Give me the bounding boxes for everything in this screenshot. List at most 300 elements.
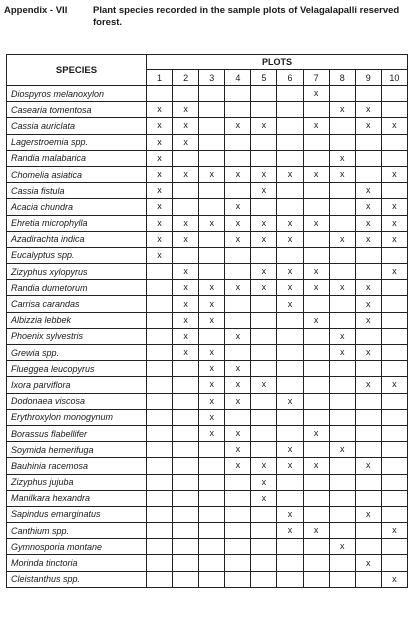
empty-cell bbox=[381, 425, 407, 441]
empty-cell bbox=[303, 296, 329, 312]
presence-mark-cell: x bbox=[147, 247, 173, 263]
empty-cell bbox=[251, 361, 277, 377]
presence-mark-cell: x bbox=[199, 312, 225, 328]
empty-cell bbox=[329, 199, 355, 215]
empty-cell bbox=[251, 102, 277, 118]
table-row bbox=[7, 118, 408, 134]
empty-cell bbox=[277, 183, 303, 199]
empty-cell bbox=[355, 571, 381, 587]
plot-number-header: 8 bbox=[329, 70, 355, 86]
presence-mark-cell: x bbox=[329, 345, 355, 361]
empty-cell bbox=[173, 393, 199, 409]
table-row bbox=[7, 328, 408, 344]
presence-mark-cell: x bbox=[147, 231, 173, 247]
species-name-cell: Erythroxylon monogynum bbox=[7, 409, 147, 425]
empty-cell bbox=[303, 247, 329, 263]
species-column-header: SPECIES bbox=[7, 55, 147, 86]
empty-cell bbox=[381, 312, 407, 328]
empty-cell bbox=[199, 490, 225, 506]
table-row bbox=[7, 523, 408, 539]
presence-mark-cell: x bbox=[225, 166, 251, 182]
empty-cell bbox=[199, 199, 225, 215]
empty-cell bbox=[277, 102, 303, 118]
empty-cell bbox=[199, 539, 225, 555]
plot-number-header: 4 bbox=[225, 70, 251, 86]
empty-cell bbox=[147, 539, 173, 555]
empty-cell bbox=[303, 134, 329, 150]
presence-mark-cell: x bbox=[225, 215, 251, 231]
empty-cell bbox=[251, 312, 277, 328]
presence-mark-cell: x bbox=[277, 264, 303, 280]
empty-cell bbox=[381, 361, 407, 377]
species-name-cell: Bauhinia racemosa bbox=[7, 458, 147, 474]
presence-mark-cell: x bbox=[147, 118, 173, 134]
empty-cell bbox=[381, 345, 407, 361]
empty-cell bbox=[381, 280, 407, 296]
empty-cell bbox=[147, 458, 173, 474]
presence-mark-cell: x bbox=[329, 328, 355, 344]
table-row bbox=[7, 409, 408, 425]
empty-cell bbox=[147, 409, 173, 425]
presence-mark-cell: x bbox=[277, 523, 303, 539]
species-name-cell: Lagerstroemia spp. bbox=[7, 134, 147, 150]
presence-mark-cell: x bbox=[147, 134, 173, 150]
empty-cell bbox=[329, 555, 355, 571]
empty-cell bbox=[329, 264, 355, 280]
empty-cell bbox=[251, 199, 277, 215]
table-row bbox=[7, 393, 408, 409]
empty-cell bbox=[173, 458, 199, 474]
table-row bbox=[7, 166, 408, 182]
table-row bbox=[7, 506, 408, 522]
presence-mark-cell: x bbox=[173, 280, 199, 296]
empty-cell bbox=[251, 555, 277, 571]
empty-cell bbox=[303, 474, 329, 490]
empty-cell bbox=[303, 555, 329, 571]
species-name-cell: Carrisa carandas bbox=[7, 296, 147, 312]
empty-cell bbox=[303, 571, 329, 587]
empty-cell bbox=[173, 571, 199, 587]
presence-mark-cell: x bbox=[355, 118, 381, 134]
presence-mark-cell: x bbox=[199, 296, 225, 312]
plot-number-header: 9 bbox=[355, 70, 381, 86]
empty-cell bbox=[303, 199, 329, 215]
presence-mark-cell: x bbox=[251, 231, 277, 247]
empty-cell bbox=[199, 134, 225, 150]
table-row bbox=[7, 247, 408, 263]
presence-mark-cell: x bbox=[277, 458, 303, 474]
species-name-cell: Dodonaea viscosa bbox=[7, 393, 147, 409]
plot-number-header: 3 bbox=[199, 70, 225, 86]
empty-cell bbox=[199, 183, 225, 199]
species-name-cell: Cassia fistula bbox=[7, 183, 147, 199]
empty-cell bbox=[173, 247, 199, 263]
presence-mark-cell: x bbox=[303, 118, 329, 134]
table-row bbox=[7, 345, 408, 361]
species-name-cell: Morinda tinctoria bbox=[7, 555, 147, 571]
table-row bbox=[7, 150, 408, 166]
presence-mark-cell: x bbox=[355, 555, 381, 571]
presence-mark-cell: x bbox=[355, 506, 381, 522]
empty-cell bbox=[277, 571, 303, 587]
plots-column-header: PLOTS bbox=[147, 55, 408, 70]
table-row bbox=[7, 571, 408, 587]
presence-mark-cell: x bbox=[225, 231, 251, 247]
presence-mark-cell: x bbox=[329, 280, 355, 296]
presence-mark-cell: x bbox=[199, 393, 225, 409]
empty-cell bbox=[355, 425, 381, 441]
presence-mark-cell: x bbox=[225, 118, 251, 134]
presence-mark-cell: x bbox=[355, 280, 381, 296]
species-name-cell: Manilkara hexandra bbox=[7, 490, 147, 506]
empty-cell bbox=[199, 523, 225, 539]
table-row bbox=[7, 102, 408, 118]
empty-cell bbox=[381, 183, 407, 199]
presence-mark-cell: x bbox=[355, 231, 381, 247]
species-name-cell: Flueggea leucopyrus bbox=[7, 361, 147, 377]
empty-cell bbox=[277, 490, 303, 506]
presence-mark-cell: x bbox=[303, 280, 329, 296]
presence-mark-cell: x bbox=[381, 166, 407, 182]
presence-mark-cell: x bbox=[329, 231, 355, 247]
empty-cell bbox=[225, 134, 251, 150]
empty-cell bbox=[173, 409, 199, 425]
presence-mark-cell: x bbox=[199, 361, 225, 377]
presence-mark-cell: x bbox=[355, 102, 381, 118]
empty-cell bbox=[199, 328, 225, 344]
presence-mark-cell: x bbox=[303, 523, 329, 539]
presence-mark-cell: x bbox=[147, 183, 173, 199]
presence-mark-cell: x bbox=[251, 490, 277, 506]
table-row bbox=[7, 296, 408, 312]
empty-cell bbox=[277, 555, 303, 571]
table-row bbox=[7, 539, 408, 555]
empty-cell bbox=[381, 247, 407, 263]
empty-cell bbox=[251, 539, 277, 555]
species-name-cell: Acacia chundra bbox=[7, 199, 147, 215]
empty-cell bbox=[303, 539, 329, 555]
presence-mark-cell: x bbox=[355, 458, 381, 474]
presence-mark-cell: x bbox=[277, 442, 303, 458]
empty-cell bbox=[277, 150, 303, 166]
empty-cell bbox=[277, 134, 303, 150]
species-name-cell: Phoenix sylvestris bbox=[7, 328, 147, 344]
presence-mark-cell: x bbox=[355, 296, 381, 312]
plot-number-header: 10 bbox=[381, 70, 407, 86]
empty-cell bbox=[147, 264, 173, 280]
table-row bbox=[7, 442, 408, 458]
presence-mark-cell: x bbox=[251, 280, 277, 296]
presence-mark-cell: x bbox=[225, 393, 251, 409]
empty-cell bbox=[303, 409, 329, 425]
empty-cell bbox=[147, 393, 173, 409]
empty-cell bbox=[355, 539, 381, 555]
presence-mark-cell: x bbox=[251, 118, 277, 134]
species-name-cell: Chomelia asiatica bbox=[7, 166, 147, 182]
species-name-cell: Sapindus emarginatus bbox=[7, 506, 147, 522]
empty-cell bbox=[381, 134, 407, 150]
presence-mark-cell: x bbox=[381, 377, 407, 393]
presence-mark-cell: x bbox=[173, 264, 199, 280]
empty-cell bbox=[303, 150, 329, 166]
presence-mark-cell: x bbox=[173, 328, 199, 344]
table-row bbox=[7, 555, 408, 571]
empty-cell bbox=[173, 506, 199, 522]
empty-cell bbox=[329, 86, 355, 102]
species-name-cell: Randia dumetorum bbox=[7, 280, 147, 296]
presence-mark-cell: x bbox=[303, 86, 329, 102]
empty-cell bbox=[381, 150, 407, 166]
species-name-cell: Diospyros melanoxylon bbox=[7, 86, 147, 102]
empty-cell bbox=[381, 506, 407, 522]
species-name-cell: Azadirachta indica bbox=[7, 231, 147, 247]
empty-cell bbox=[303, 328, 329, 344]
table-row bbox=[7, 361, 408, 377]
document-title: Plant species recorded in the sample plots of Velagalapalli reserved forest. bbox=[93, 5, 400, 28]
presence-mark-cell: x bbox=[225, 377, 251, 393]
empty-cell bbox=[355, 474, 381, 490]
presence-mark-cell: x bbox=[303, 458, 329, 474]
empty-cell bbox=[173, 490, 199, 506]
species-plot-table bbox=[6, 54, 408, 588]
empty-cell bbox=[225, 345, 251, 361]
empty-cell bbox=[251, 442, 277, 458]
presence-mark-cell: x bbox=[381, 199, 407, 215]
empty-cell bbox=[355, 490, 381, 506]
presence-mark-cell: x bbox=[329, 102, 355, 118]
empty-cell bbox=[329, 571, 355, 587]
empty-cell bbox=[329, 409, 355, 425]
empty-cell bbox=[277, 118, 303, 134]
empty-cell bbox=[225, 86, 251, 102]
empty-cell bbox=[199, 150, 225, 166]
empty-cell bbox=[225, 539, 251, 555]
empty-cell bbox=[303, 393, 329, 409]
empty-cell bbox=[147, 474, 173, 490]
empty-cell bbox=[303, 102, 329, 118]
empty-cell bbox=[173, 523, 199, 539]
empty-cell bbox=[251, 506, 277, 522]
presence-mark-cell: x bbox=[251, 474, 277, 490]
empty-cell bbox=[251, 409, 277, 425]
species-name-cell: Ehretia microphylla bbox=[7, 215, 147, 231]
table-body bbox=[7, 86, 408, 588]
empty-cell bbox=[173, 425, 199, 441]
empty-cell bbox=[199, 474, 225, 490]
presence-mark-cell: x bbox=[225, 425, 251, 441]
empty-cell bbox=[173, 361, 199, 377]
table-row bbox=[7, 490, 408, 506]
empty-cell bbox=[381, 555, 407, 571]
empty-cell bbox=[381, 328, 407, 344]
empty-cell bbox=[329, 361, 355, 377]
empty-cell bbox=[277, 312, 303, 328]
presence-mark-cell: x bbox=[381, 571, 407, 587]
presence-mark-cell: x bbox=[199, 166, 225, 182]
presence-mark-cell: x bbox=[277, 393, 303, 409]
empty-cell bbox=[303, 345, 329, 361]
empty-cell bbox=[277, 474, 303, 490]
presence-mark-cell: x bbox=[303, 166, 329, 182]
table-row bbox=[7, 312, 408, 328]
presence-mark-cell: x bbox=[381, 231, 407, 247]
empty-cell bbox=[225, 247, 251, 263]
empty-cell bbox=[355, 328, 381, 344]
empty-cell bbox=[303, 506, 329, 522]
empty-cell bbox=[251, 247, 277, 263]
empty-cell bbox=[381, 102, 407, 118]
presence-mark-cell: x bbox=[147, 166, 173, 182]
empty-cell bbox=[329, 377, 355, 393]
presence-mark-cell: x bbox=[199, 409, 225, 425]
empty-cell bbox=[277, 409, 303, 425]
presence-mark-cell: x bbox=[277, 231, 303, 247]
empty-cell bbox=[381, 393, 407, 409]
empty-cell bbox=[381, 442, 407, 458]
empty-cell bbox=[329, 118, 355, 134]
presence-mark-cell: x bbox=[225, 442, 251, 458]
table-row bbox=[7, 474, 408, 490]
empty-cell bbox=[225, 264, 251, 280]
presence-mark-cell: x bbox=[173, 296, 199, 312]
presence-mark-cell: x bbox=[381, 523, 407, 539]
presence-mark-cell: x bbox=[199, 425, 225, 441]
presence-mark-cell: x bbox=[225, 280, 251, 296]
empty-cell bbox=[277, 345, 303, 361]
empty-cell bbox=[277, 377, 303, 393]
empty-cell bbox=[199, 264, 225, 280]
empty-cell bbox=[147, 425, 173, 441]
presence-mark-cell: x bbox=[355, 215, 381, 231]
empty-cell bbox=[225, 312, 251, 328]
empty-cell bbox=[199, 231, 225, 247]
presence-mark-cell: x bbox=[173, 166, 199, 182]
empty-cell bbox=[329, 183, 355, 199]
empty-cell bbox=[329, 425, 355, 441]
empty-cell bbox=[225, 183, 251, 199]
presence-mark-cell: x bbox=[225, 328, 251, 344]
presence-mark-cell: x bbox=[173, 215, 199, 231]
empty-cell bbox=[303, 231, 329, 247]
empty-cell bbox=[329, 490, 355, 506]
presence-mark-cell: x bbox=[173, 231, 199, 247]
table-row bbox=[7, 377, 408, 393]
empty-cell bbox=[147, 571, 173, 587]
empty-cell bbox=[277, 539, 303, 555]
presence-mark-cell: x bbox=[199, 345, 225, 361]
table-row bbox=[7, 264, 408, 280]
plot-number-header: 6 bbox=[277, 70, 303, 86]
presence-mark-cell: x bbox=[173, 118, 199, 134]
empty-cell bbox=[329, 523, 355, 539]
empty-cell bbox=[277, 425, 303, 441]
presence-mark-cell: x bbox=[251, 264, 277, 280]
presence-mark-cell: x bbox=[147, 199, 173, 215]
empty-cell bbox=[173, 474, 199, 490]
empty-cell bbox=[173, 555, 199, 571]
empty-cell bbox=[329, 296, 355, 312]
presence-mark-cell: x bbox=[277, 166, 303, 182]
empty-cell bbox=[251, 328, 277, 344]
empty-cell bbox=[147, 328, 173, 344]
presence-mark-cell: x bbox=[199, 377, 225, 393]
empty-cell bbox=[147, 490, 173, 506]
table-row bbox=[7, 183, 408, 199]
species-name-cell: Gymnosporia montane bbox=[7, 539, 147, 555]
species-name-cell: Cassia auriclata bbox=[7, 118, 147, 134]
empty-cell bbox=[355, 86, 381, 102]
plot-number-header: 2 bbox=[173, 70, 199, 86]
table-row bbox=[7, 425, 408, 441]
empty-cell bbox=[173, 86, 199, 102]
species-name-cell: Ixora parviflora bbox=[7, 377, 147, 393]
presence-mark-cell: x bbox=[355, 345, 381, 361]
empty-cell bbox=[251, 393, 277, 409]
table-row bbox=[7, 215, 408, 231]
empty-cell bbox=[303, 490, 329, 506]
empty-cell bbox=[277, 328, 303, 344]
presence-mark-cell: x bbox=[303, 215, 329, 231]
presence-mark-cell: x bbox=[303, 425, 329, 441]
empty-cell bbox=[355, 523, 381, 539]
empty-cell bbox=[225, 571, 251, 587]
species-name-cell: Casearia tomentosa bbox=[7, 102, 147, 118]
empty-cell bbox=[381, 458, 407, 474]
presence-mark-cell: x bbox=[225, 361, 251, 377]
empty-cell bbox=[277, 86, 303, 102]
empty-cell bbox=[147, 312, 173, 328]
empty-cell bbox=[173, 442, 199, 458]
empty-cell bbox=[173, 199, 199, 215]
presence-mark-cell: x bbox=[251, 377, 277, 393]
empty-cell bbox=[225, 490, 251, 506]
empty-cell bbox=[303, 377, 329, 393]
empty-cell bbox=[225, 102, 251, 118]
empty-cell bbox=[251, 425, 277, 441]
presence-mark-cell: x bbox=[173, 312, 199, 328]
empty-cell bbox=[381, 409, 407, 425]
species-name-cell: Soymida hemerifuga bbox=[7, 442, 147, 458]
empty-cell bbox=[355, 442, 381, 458]
empty-cell bbox=[225, 523, 251, 539]
empty-cell bbox=[147, 86, 173, 102]
presence-mark-cell: x bbox=[303, 312, 329, 328]
presence-mark-cell: x bbox=[277, 506, 303, 522]
presence-mark-cell: x bbox=[173, 134, 199, 150]
empty-cell bbox=[381, 539, 407, 555]
empty-cell bbox=[303, 442, 329, 458]
empty-cell bbox=[303, 361, 329, 377]
empty-cell bbox=[199, 555, 225, 571]
empty-cell bbox=[147, 377, 173, 393]
presence-mark-cell: x bbox=[329, 166, 355, 182]
empty-cell bbox=[329, 393, 355, 409]
presence-mark-cell: x bbox=[173, 102, 199, 118]
empty-cell bbox=[147, 345, 173, 361]
presence-mark-cell: x bbox=[251, 166, 277, 182]
empty-cell bbox=[355, 247, 381, 263]
plot-number-header: 1 bbox=[147, 70, 173, 86]
presence-mark-cell: x bbox=[329, 539, 355, 555]
species-name-cell: Eucalyptus spp. bbox=[7, 247, 147, 263]
appendix-label: Appendix - VII bbox=[4, 5, 68, 16]
empty-cell bbox=[225, 506, 251, 522]
empty-cell bbox=[251, 86, 277, 102]
presence-mark-cell: x bbox=[251, 215, 277, 231]
empty-cell bbox=[225, 150, 251, 166]
presence-mark-cell: x bbox=[381, 118, 407, 134]
empty-cell bbox=[199, 247, 225, 263]
